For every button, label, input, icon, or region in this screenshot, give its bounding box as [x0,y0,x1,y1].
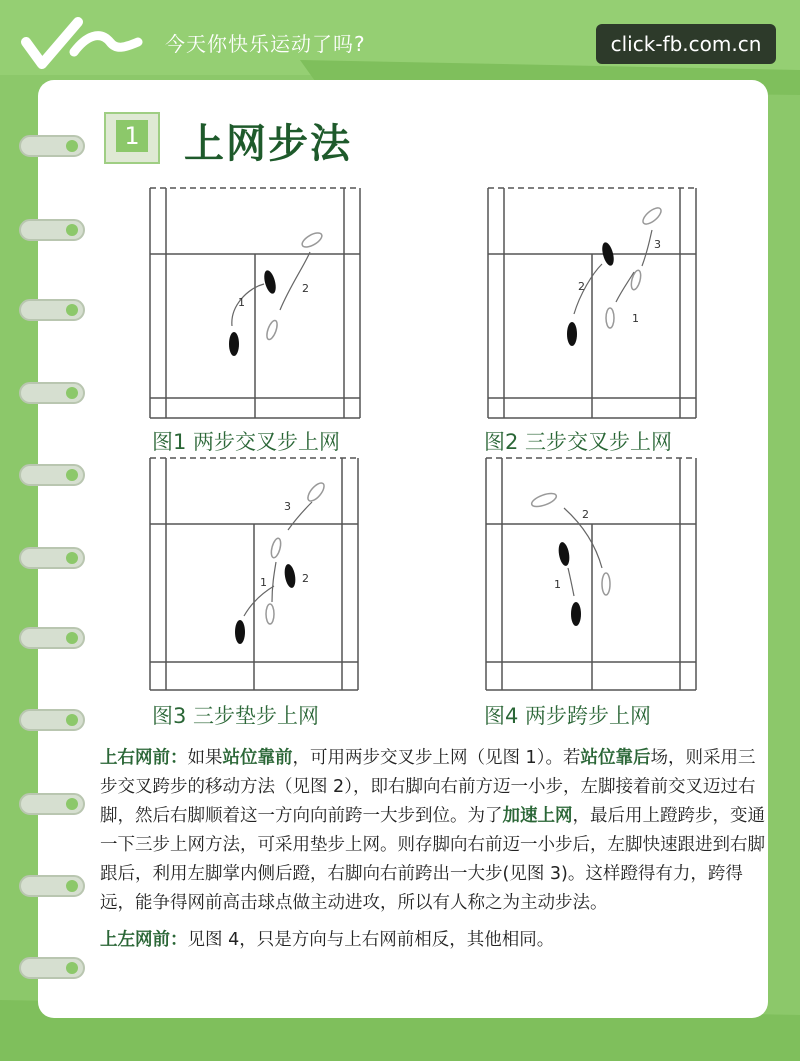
figure-1-caption: 图1 两步交叉步上网 [152,430,341,454]
step-label: 1 [554,578,561,591]
figure-3-caption: 图3 三步垫步上网 [152,704,320,728]
header-slogan: 今天你快乐运动了吗? [165,32,366,56]
figure-1-diagram [148,186,362,420]
text-span: 见图 4，只是方向与上右网前相反，其他相同。 [187,930,555,950]
step-label: 2 [302,572,309,585]
highlight-accelerate: 加速上网 [502,806,573,826]
step-label: 2 [302,282,309,295]
step-label: 1 [260,576,267,589]
step-label: 1 [632,312,639,325]
figure-2-diagram [486,186,698,420]
section-number: 1 [116,120,148,152]
figure-2-caption: 图2 三步交叉步上网 [484,430,673,454]
highlight-stand-front: 站位靠前 [222,748,293,768]
text-span: ，可用两步交叉步上网（见图 1）。若 [292,748,581,768]
step-label: 2 [578,280,585,293]
body-text [100,744,768,963]
text-span: ，最后用上蹬跨步，变通一下三步上网方法，可采用垫步上网。则存脚向右前迈一小步后，左脚快速跟进到右脚跟后，利用左脚掌内侧后蹬，右脚向右前跨出一大步(见图 3)。这样蹬得有力，跨得远，能争得网前高击球点做主动进攻，所以有人称之为主动步法。 [100,806,765,913]
watermark-badge: click-fb.com.cn [596,24,776,64]
paragraph-right-net [100,744,768,918]
section-title: 上网步法 [184,121,352,167]
step-label: 3 [654,238,661,251]
paragraph-left-net [100,926,768,955]
step-label: 2 [582,508,589,521]
step-label: 3 [284,500,291,513]
figure-4-caption: 图4 两步跨步上网 [484,704,652,728]
lead-left-net: 上左网前： [100,930,188,950]
step-label: 1 [238,296,245,309]
figure-4-diagram [484,456,698,692]
figure-3-diagram [148,456,360,692]
text-span: 如果 [187,748,223,768]
section-number-badge [104,112,160,164]
highlight-stand-back: 站位靠后 [580,748,651,768]
text-span: 场，则采用三步交叉跨步的移动方法（见图 2），即右脚向右前方迈一小步，左脚接着前交叉迈过右脚，然后右脚顺着这一方向向前跨一大步到位。为了 [100,748,756,826]
lead-right-net: 上右网前： [100,748,188,768]
